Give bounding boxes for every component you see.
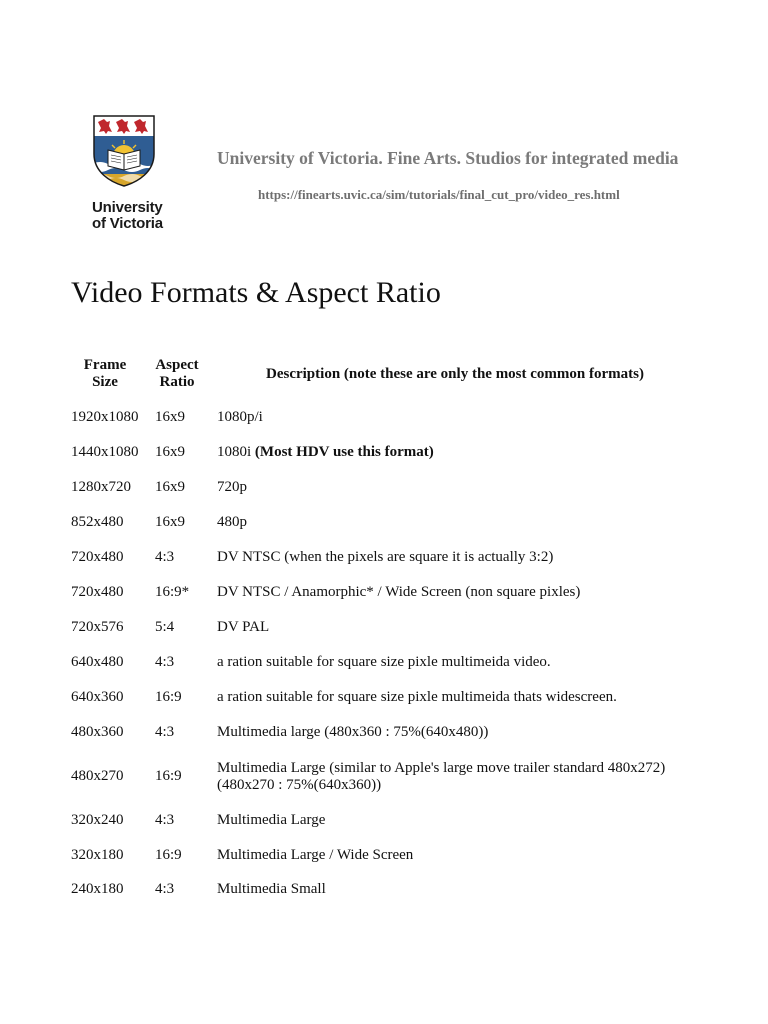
header-title: University of Victoria. Fine Arts. Studios for integrated media xyxy=(217,148,679,168)
crest-icon xyxy=(92,114,156,188)
frame-size-cell: 640x360 xyxy=(71,689,124,705)
description-cell: Multimedia Large / Wide Screen xyxy=(217,847,414,863)
header-frame-size: Frame Size xyxy=(83,357,127,390)
logo-line-1: University xyxy=(92,199,163,216)
description-cell xyxy=(217,760,687,794)
description-line-1: Multimedia Large (similar to Apple's large move trailer standard 480x272) xyxy=(217,760,666,776)
aspect-ratio-cell: 4:3 xyxy=(155,549,175,565)
frame-size-cell: 480x360 xyxy=(71,724,124,740)
description-cell: DV PAL xyxy=(217,619,270,635)
description-cell: Multimedia Large xyxy=(217,812,326,828)
description-line-2: (480x270 : 75%(640x360)) xyxy=(217,777,382,793)
description-cell: DV NTSC / Anamorphic* / Wide Screen (non square pixles) xyxy=(217,584,581,600)
description-text: 1080i xyxy=(217,444,252,460)
aspect-ratio-cell: 4:3 xyxy=(155,881,175,897)
aspect-ratio-cell: 16:9* xyxy=(155,584,190,600)
aspect-ratio-cell: 4:3 xyxy=(155,654,175,670)
frame-size-cell: 1920x1080 xyxy=(71,409,139,425)
frame-size-cell: 240x180 xyxy=(71,881,124,897)
frame-size-cell: 1280x720 xyxy=(71,479,131,495)
description-cell: a ration suitable for square size pixle multimeida video. xyxy=(217,654,551,670)
header-description: Description (note these are only the most common formats) xyxy=(266,366,644,382)
university-logo xyxy=(92,114,172,232)
aspect-ratio-cell: 16x9 xyxy=(155,444,185,460)
page-title: Video Formats & Aspect Ratio xyxy=(71,276,441,309)
description-cell: Multimedia Small xyxy=(217,881,326,897)
description-cell: Multimedia large (480x360 : 75%(640x480)) xyxy=(217,724,489,740)
header-url[interactable]: https://finearts.uvic.ca/sim/tutorials/final_cut_pro/video_res.html xyxy=(258,187,620,202)
description-cell: 720p xyxy=(217,479,247,495)
frame-size-cell: 320x180 xyxy=(71,847,124,863)
frame-size-cell: 852x480 xyxy=(71,514,124,530)
frame-size-cell: 720x480 xyxy=(71,584,124,600)
description-emphasis: (Most HDV use this format) xyxy=(254,444,434,460)
description-cell: DV NTSC (when the pixels are square it is actually 3:2) xyxy=(217,549,554,565)
frame-size-cell: 480x270 xyxy=(71,768,124,784)
logo-wordmark xyxy=(92,200,172,232)
frame-size-cell: 1440x1080 xyxy=(71,444,139,460)
frame-size-cell: 720x576 xyxy=(71,619,124,635)
frame-size-cell: 320x240 xyxy=(71,812,124,828)
logo-line-2: of Victoria xyxy=(92,215,163,232)
aspect-ratio-cell: 4:3 xyxy=(155,812,175,828)
description-cell: 480p xyxy=(217,514,247,530)
aspect-ratio-cell: 16x9 xyxy=(155,409,185,425)
description-cell: 1080p/i xyxy=(217,409,263,425)
frame-size-cell: 720x480 xyxy=(71,549,124,565)
aspect-ratio-cell: 16:9 xyxy=(155,768,182,784)
aspect-ratio-cell: 16x9 xyxy=(155,514,185,530)
frame-size-cell: 640x480 xyxy=(71,654,124,670)
aspect-ratio-cell: 16:9 xyxy=(155,689,182,705)
header-aspect-ratio: Aspect Ratio xyxy=(155,357,199,390)
aspect-ratio-cell: 16x9 xyxy=(155,479,185,495)
description-cell xyxy=(217,444,687,461)
aspect-ratio-cell: 16:9 xyxy=(155,847,182,863)
aspect-ratio-cell: 5:4 xyxy=(155,619,175,635)
aspect-ratio-cell: 4:3 xyxy=(155,724,175,740)
description-cell: a ration suitable for square size pixle multimeida thats widescreen. xyxy=(217,689,617,705)
